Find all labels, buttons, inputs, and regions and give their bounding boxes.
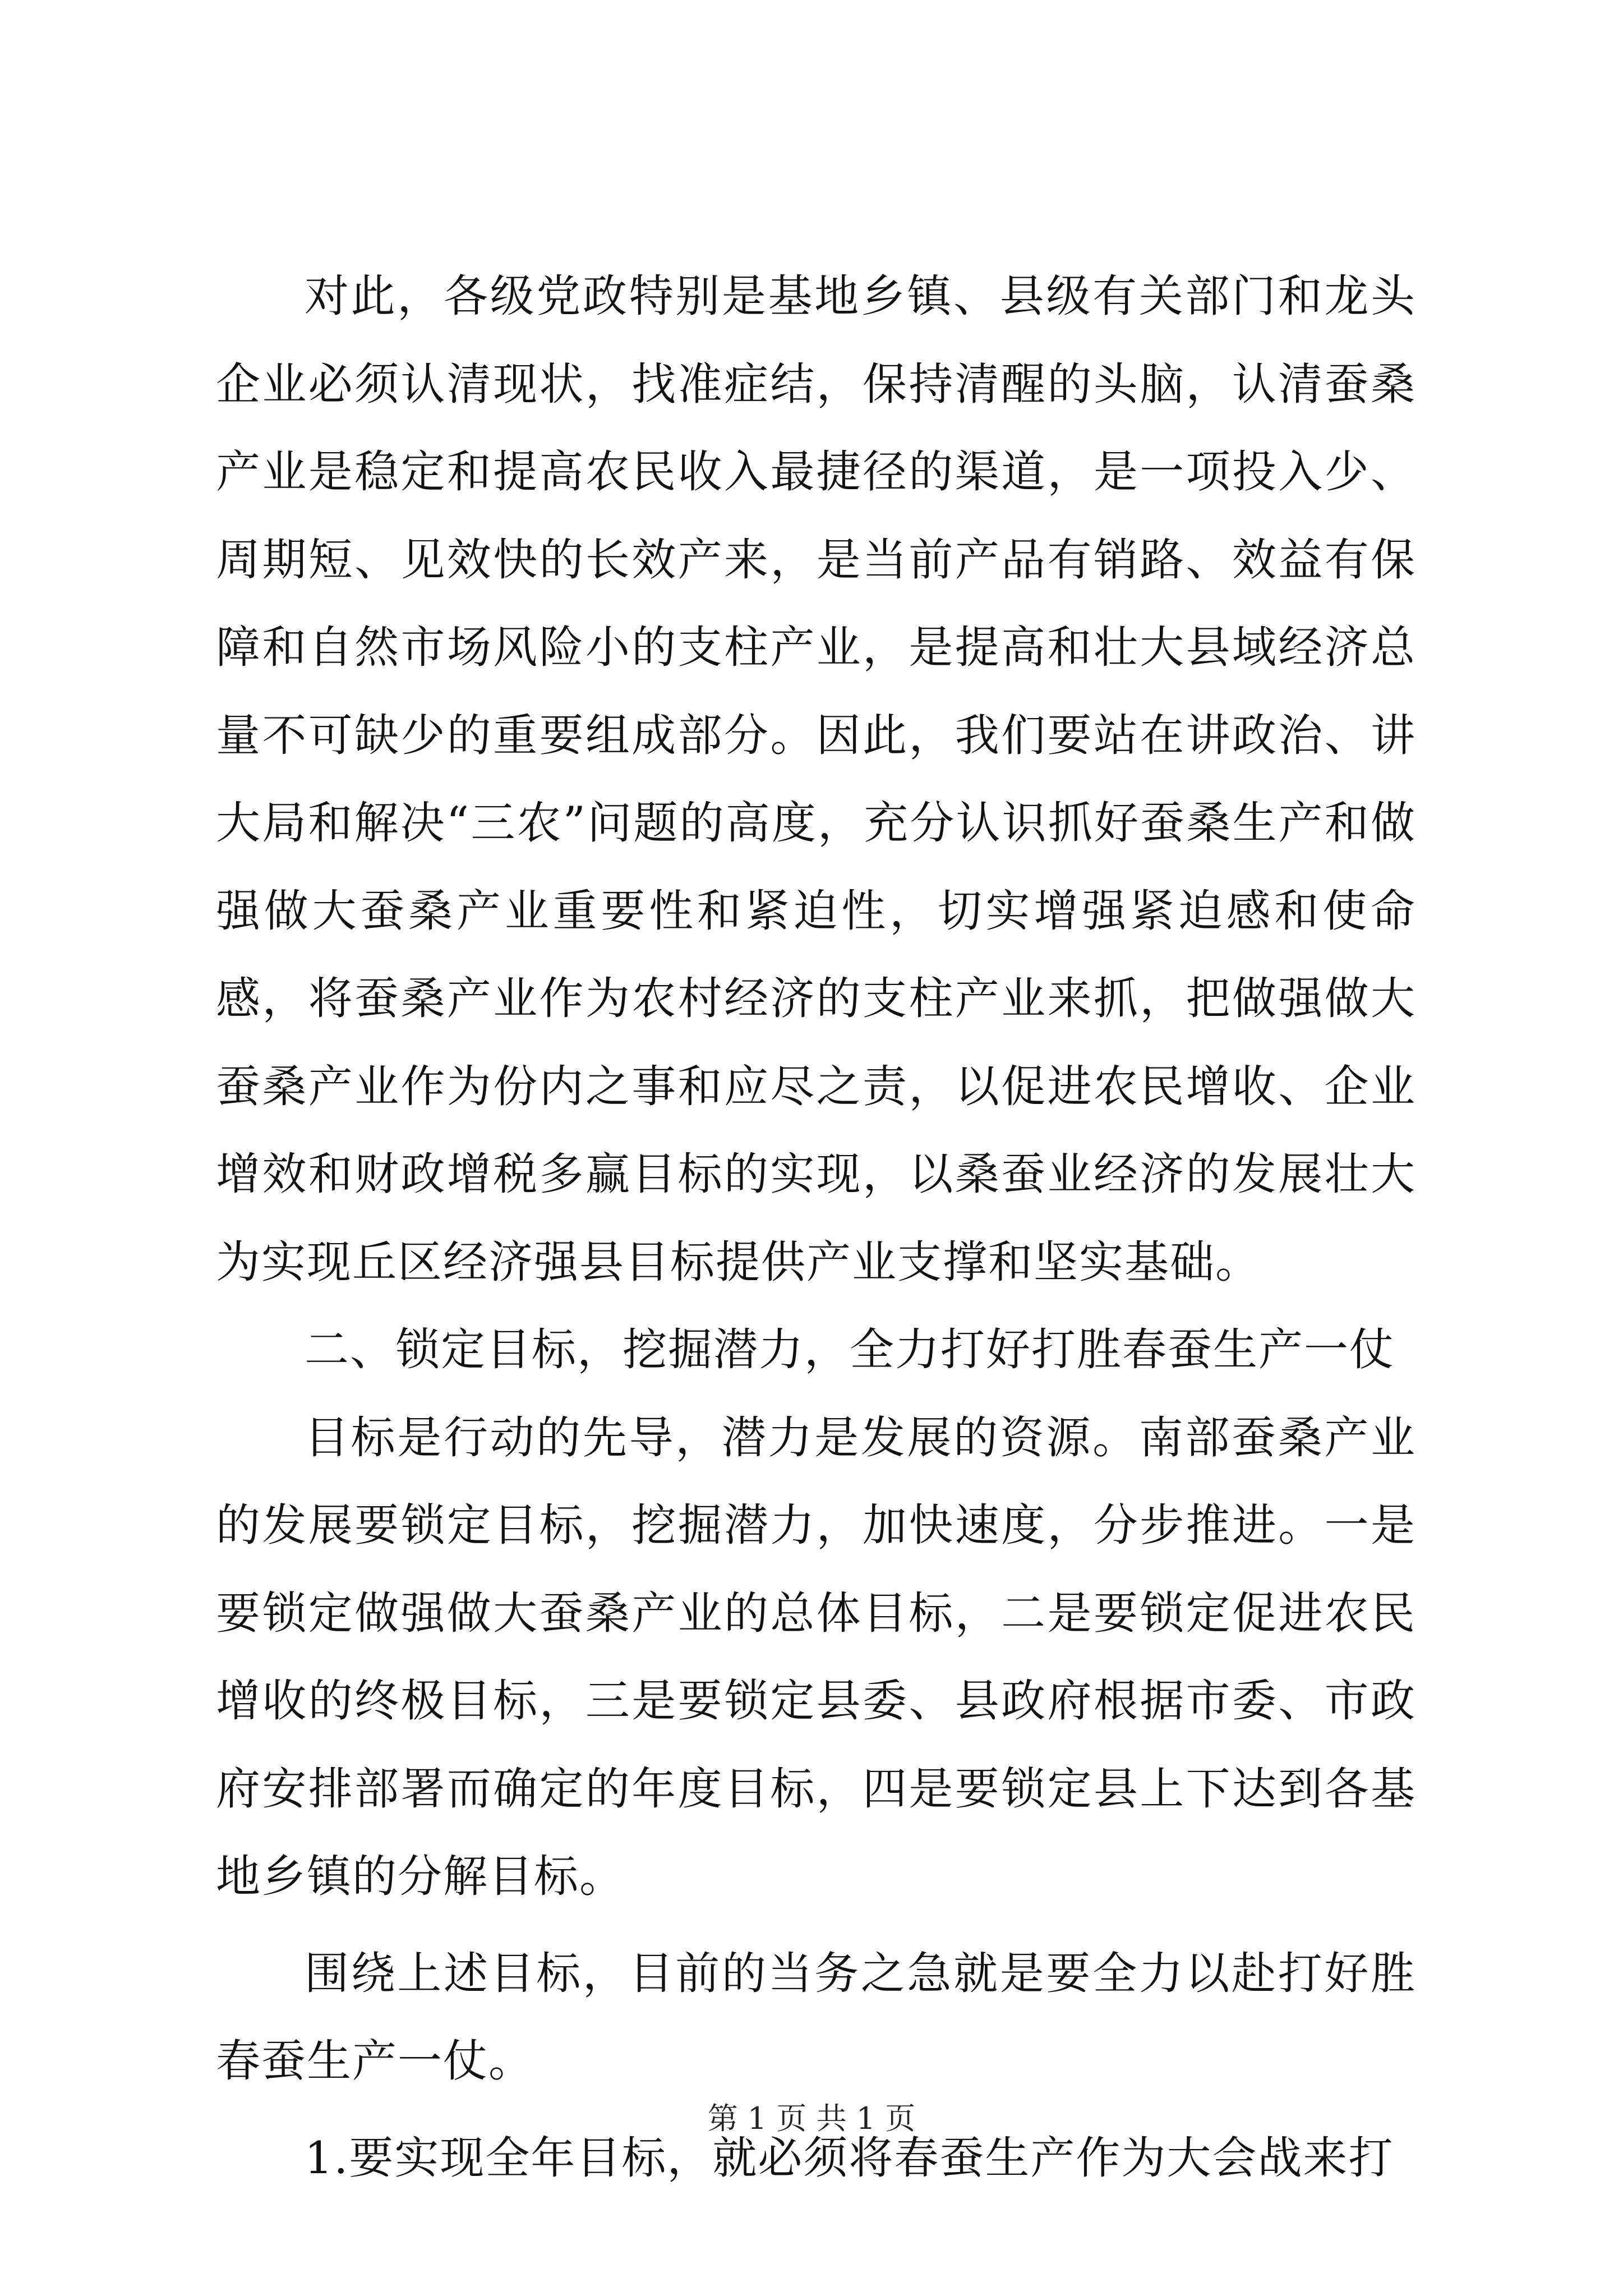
paragraph-3: 围绕上述目标，目前的当务之急就是要全力以赴打好胜春蚕生产一仗。 [216,1947,1416,2087]
paragraph-1: 对此，各级党政特别是基地乡镇、县级有关部门和龙头企业必须认清现状，找准症结，保持清醒的头脑，认清蚕桑产业是稳定和提高农民收入最捷径的渠道，是一项投入少、周期短、见效快的长效产来，是当前产品有销路、效益有保障和自然市场风险小的支柱产业，是提高和壮大县域经济总量不可缺少的重要组成部分。因此，我们要站在讲政治、讲大局和解决“三农”问题的高度，充分认识抓好蚕桑生产和做强做大蚕桑产业重要性和紧迫性，切实增强紧迫感和使命感，将蚕桑产业作为农村经济的支柱产业来抓，把做强做大蚕桑产业作为份内之事和应尽之责，以促进农民增收、企业增效和财政增税多赢目标的实现，以桑蚕业经济的发展壮大为实现丘区经济强县目标提供产业支撑和坚实基础。 [216,270,1416,1288]
paragraph-4: 1.要实现全年目标，就必须将春蚕生产作为大会战来打 [305,2132,1394,2184]
paragraph-2: 目标是行动的先导，潜力是发展的资源。南部蚕桑产业的发展要锁定目标，挖掘潜力，加快速度，分步推进。一是要锁定做强做大蚕桑产业的总体目标，二是要锁定促进农民增收的终极目标，三是要锁定县委、县政府根据市委、市政府安排部署而确定的年度目标，四是要锁定县上下达到各基地乡镇的分解目标。 [216,1411,1416,1902]
document-body [216,252,1416,2202]
page-number-footer: 第 1 页 共 1 页 [707,2101,916,2136]
section-heading: 二、锁定目标，挖掘潜力，全力打好打胜春蚕生产一仗 [305,1324,1395,1375]
